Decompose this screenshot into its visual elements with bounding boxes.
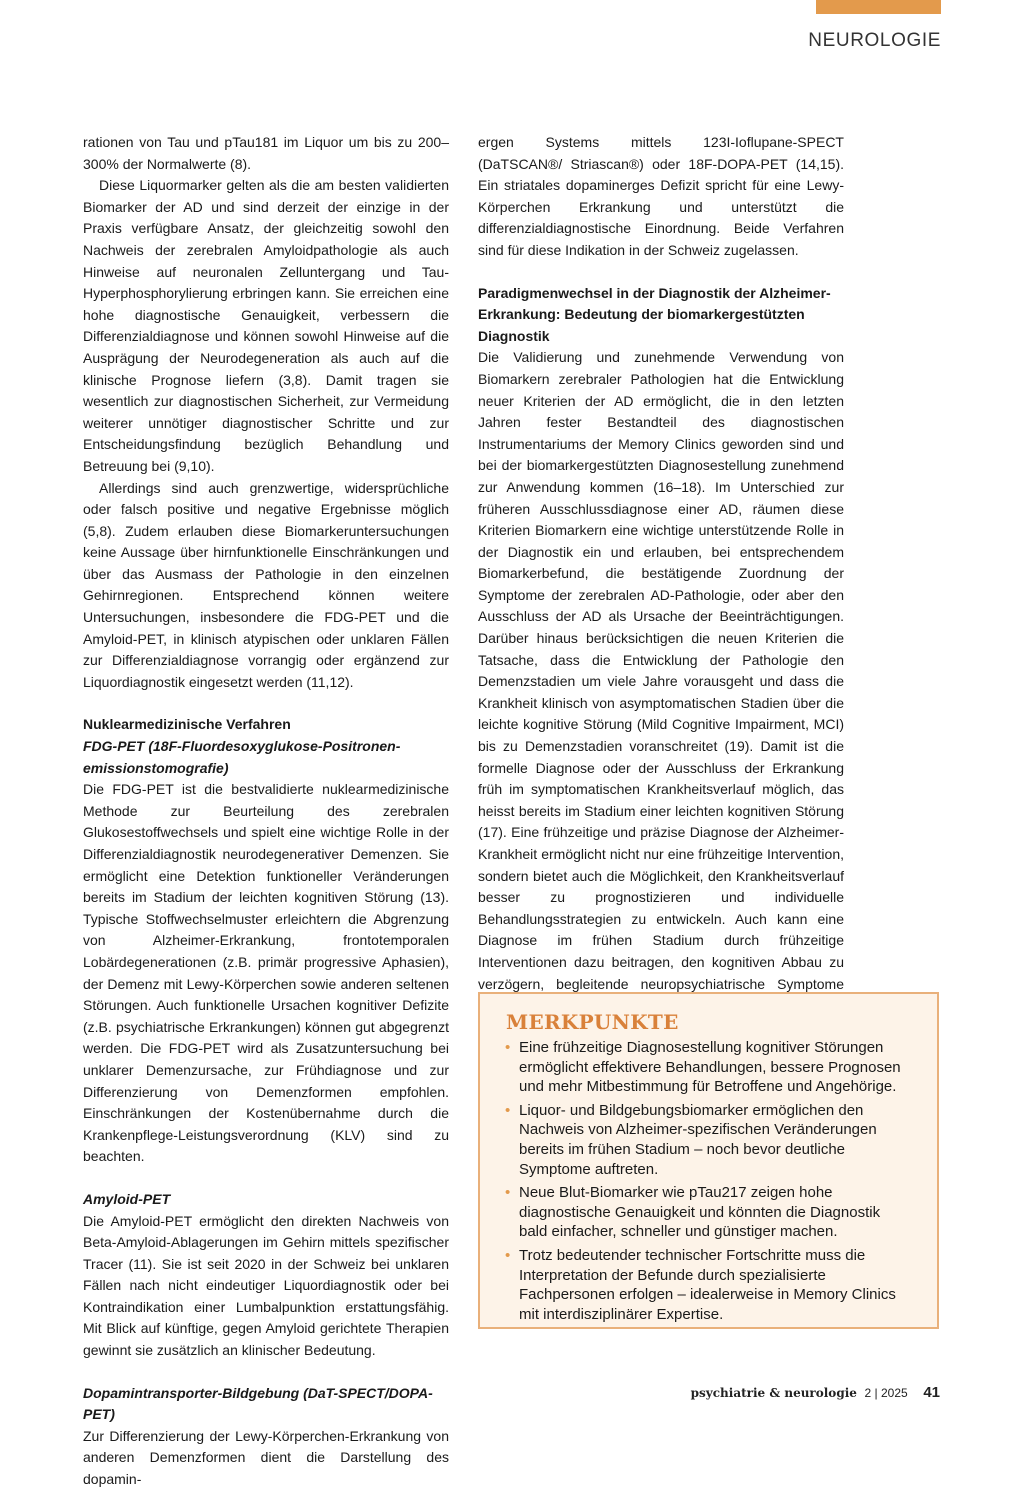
- bullet-icon: •: [505, 1101, 511, 1119]
- paragraph: ergen Systems mittels 123I-Ioflupane-SPECT (DaTSCAN®/ Striascan®) oder 18F-DOPA-PET (14,15). Ein striatales dopaminerges Defizit spricht für eine Lewy-Körperchen Erkrankung und unterstützt die differenzialdiagnostische Einordnung. Beide Verfahren sind für diese Indikation in der Schweiz zugelassen.: [478, 134, 844, 258]
- subheading-fdg-pet: FDG-PET (18F-Fluordesoxyglukose-Positronen-emissionstomografie): [83, 738, 401, 776]
- paragraph: Allerdings sind auch grenzwertige, widersprüchliche oder falsch positive und negative Ergebnisse möglich (5,8). Zudem erlauben diese Biomarkeruntersuchungen keine Aussage über hirnfunktionelle Einschränkungen und über das Ausmass der Pathologie in den einzelnen Gehirnregionen. Entsprechend können weitere Untersuchungen, insbesondere die FDG-PET und die Amyloid-PET, in klinisch atypischen oder unklaren Fällen zur Differenzialdiagnose vorrangig oder ergänzend zur Liquordiagnostik eingesetzt werden (11,12).: [83, 479, 449, 690]
- paragraph: Diese Liquormarker gelten als die am besten validierten Biomarker der AD und sind derzeit der einzige in der Praxis verfügbare Ansatz, der gleichzeitig sowohl den Nachweis der zerebralen Amyloidpathologie als auch Hinweise auf neuronalen Zelluntergang und Tau-Hyperphosphorylierung erbringen kann. Sie erreichen eine hohe diagnostische Genauigkeit, verbessern die Differenzialdiagnose und können sowohl Hinweise auf die Ausprägung der Neurodegeneration als auch auf die klinische Prognose liefern (3,8). Damit tragen sie wesentlich zur diagnostischen Sicherheit, zur Vermeidung weiterer unnötiger diagnostischer Schritte und zur Entscheidungsfindung bezüglich Behandlung und Betreuung bei (9,10).: [83, 177, 449, 474]
- header-accent-bar: [816, 0, 941, 14]
- heading-nuklearmedizin: Nuklearmedizinische Verfahren: [83, 716, 291, 733]
- bullet-icon: •: [505, 1039, 511, 1056]
- list-item: • Neue Blut-Biomarker wie pTau217 zeigen hohe diagnostische Genauigkeit und könnten die Diagnostik bald einfacher, schneller und günstiger machen.: [505, 1184, 881, 1241]
- merkpunkte-list: [504, 1038, 911, 1324]
- list-item: • Eine frühzeitige Diagnosestellung kognitiver Störungen ermöglicht effektivere Behandlungen, bessere Prognosen und mehr Mitbestimmung für Betroffene und Angehörige.: [505, 1039, 901, 1096]
- merkpunkte-box: [478, 992, 939, 1329]
- page-footer: [691, 1384, 940, 1401]
- bullet-icon: •: [505, 1246, 511, 1264]
- page-number: 41: [923, 1384, 940, 1401]
- section-label: NEUROLOGIE: [808, 30, 941, 51]
- issue-number: 2 | 2025: [864, 1386, 908, 1400]
- paragraph: Die FDG-PET ist die bestvalidierte nuklearmedizinische Methode zur Beurteilung des zerebralen Glukosestoffwechsels und spielt eine wichtige Rolle in der Differenzialdiagnostik neurodegenerativer Demenzen. Sie ermöglicht eine Detektion funktioneller Veränderungen bereits im Stadium der leichten kognitiven Störung (13). Typische Stoffwechselmuster erleichtern die Abgrenzung von Alzheimer-Erkrankung, frontotemporalen Lobärdegenerationen (z.B. primär progressive Aphasien), der Demenz mit Lewy-Körperchen sowie anderen seltenen Störungen. Auch funktionelle Ursachen kognitiver Defizite (z.B. psychiatrische Erkrankungen) können gut abgegrenzt werden. Die FDG-PET wird als Zusatzuntersuchung bei unklarer Demenzursache, zur Frühdiagnose und zur Differenzierung von Demenzformen empfohlen. Einschränkungen der Kostenübernahme durch die Krankenpflege-Leistungsverordnung (KLV) sind zu beachten.: [83, 781, 449, 1165]
- subheading-amyloid-pet: Amyloid-PET: [83, 1190, 171, 1207]
- left-column: [83, 132, 449, 1491]
- subheading-dat-spect: Dopamintransporter-Bildgebung (DaT-SPECT/DOPA-PET): [83, 1384, 433, 1423]
- right-column: [478, 132, 844, 1017]
- heading-paradigmenwechsel: Paradigmenwechsel in der Diagnostik der Alzheimer-Erkrankung: Bedeutung der biomarkergestützten Diagnostik: [478, 284, 831, 344]
- paragraph: rationen von Tau und pTau181 im Liquor um bis zu 200–300% der Normalwerte (8).: [83, 134, 449, 172]
- paragraph: Zur Differenzierung der Lewy-Körperchen-Erkrankung von anderen Demenzformen dient die Darstellung des dopamin-: [83, 1427, 449, 1488]
- bullet-icon: •: [505, 1184, 511, 1202]
- merkpunkte-title: MERKPUNKTE: [506, 1010, 679, 1034]
- list-item: • Trotz bedeutender technischer Fortschritte muss die Interpretation der Befunde durch spezialisierte Fachpersonen erfolgen – idealerweise in Memory Clinics mit interdisziplinärer Expertise.: [505, 1246, 896, 1323]
- paragraph: Die Validierung und zunehmende Verwendung von Biomarkern zerebraler Pathologien hat die Entwicklung neuer Kriterien der AD ermöglicht, die in den letzten Jahren fester Bestandteil des diagnostischen Instrumentariums der Memory Clinics geworden sind und bei der biomarkergestützten Diagnosestellung zunehmend zur Anwendung kommen (16–18). Im Unterschied zur früheren Ausschlussdiagnose einer AD, räumen diese Kriterien Biomarkern eine wichtige unterstützende Rolle in der Diagnostik ein und erlauben, bei entsprechendem Biomarkerbefund, die bestätigende Zuordnung der Symptome der zerebralen AD-Pathologie, oder aber den Ausschluss der AD als Ursache der Beeinträchtigungen. Darüber hinaus berücksichtigen die neuen Kriterien die Tatsache, dass die Entwicklung der Pathologie den Demenzstadien um viele Jahre vorausgeht und dass die Krankheit klinisch von asymptomatischen Stadien über die leichte kognitive Störung (Mild Cognitive Impairment, MCI) bis zu Demenzstadien voranschreitet (19). Damit ist die formelle Diagnose oder der Ausschluss der Erkrankung früh im symptomatischen Krankheitsverlauf möglich, das heisst bereits im Stadium einer leichten kognitiven Störung (17). Eine frühzeitige und präzise Diagnose der Alzheimer-Krankheit ermöglicht nicht nur eine frühzeitige Intervention, sondern bietet auch die Möglichkeit, den Krankheitsverlauf besser zu prognostizieren und individuelle Behandlungsstrategien zu entwickeln. Auch kann eine Diagnose im frühen Stadium durch frühzeitige Interventionen dazu beitragen, den kognitiven Abbau zu verzögern, begleitende neuropsychiatrische Symptome: [478, 349, 844, 992]
- journal-name: psychiatrie & neurologie: [690, 1386, 857, 1400]
- list-item: • Liquor- und Bildgebungsbiomarker ermöglichen den Nachweis von Alzheimer-spezifischen Veränderungen bereits im frühen Stadium – noch bevor deutliche Symptome auftreten.: [505, 1101, 877, 1178]
- paragraph: Die Amyloid-PET ermöglicht den direkten Nachweis von Beta-Amyloid-Ablagerungen im Gehirn mittels spezifischer Tracer (11). Sie ist seit 2020 in der Schweiz bei unklaren Fällen nach nicht eindeutiger Liquordiagnostik oder bei Kontraindikation einer Lumbalpunktion erstattungsfähig. Mit Blick auf künftige, gegen Amyloid gerichtete Therapien gewinnt sie zusätzlich an klinischer Bedeutung.: [83, 1212, 449, 1359]
